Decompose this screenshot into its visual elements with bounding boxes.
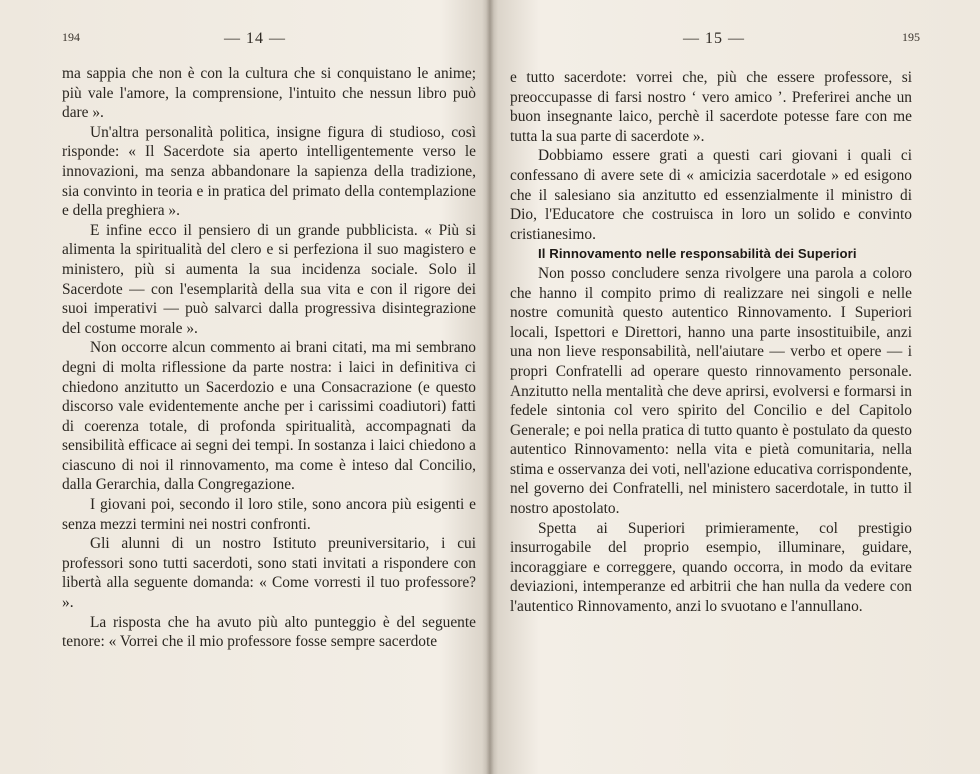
page-number-left: 194 bbox=[62, 30, 80, 44]
paragraph: I giovani poi, secondo il loro stile, sono ancora più esigenti e senza mezzi termini nei nostri confronti. bbox=[62, 496, 476, 533]
paragraph: ma sappia che non è con la cultura che si conquistano le anime; più vale l'amore, la comprensione, l'intuito che nessun libro può dare ». bbox=[62, 65, 476, 122]
paragraph: Non occorre alcun commento ai brani citati, ma mi sembrano degni di molta riflessione da parte nostra: i laici in definitiva ci chiedono anzitutto un Sacerdozio e una Consacrazione (e questo discorso vale evidentemente anche per i carissimi coadiutori) fatti di coerenza totale, di profonda spiritualità, accompagnati da sensibilità efficace ai segni dei tempi. In sostanza i laici chiedono a ciascuno di noi il rinnovamento, ma come è inteso dal Concilio, dalla Gerarchia, dalla Congregazione. bbox=[62, 339, 476, 494]
paragraph: La risposta che ha avuto più alto punteggio è del seguente tenore: « Vorrei che il mio professore fosse sempre sacerdote bbox=[62, 613, 476, 651]
paragraph: Un'altra personalità politica, insigne figura di studioso, così risponde: « Il Sacerdote sia aperto intelligentemente verso le innovazioni, ma senza abbandonare la sapienza della tradizione, sia convinto in teoria e in pratica del primato della contemplazione e della preghiera ». bbox=[62, 123, 476, 220]
paragraph: e tutto sacerdote: vorrei che, più che essere professore, si preoccupasse di farsi nostro ‘ vero amico ’. Preferirei anche un buon insegnante laico, perchè il sacerdote potesse fare con me tutta la sua parte di sacerdote ». bbox=[510, 69, 912, 145]
running-head-left: — 14 — bbox=[224, 30, 286, 47]
section-heading: Il Rinnovamento nelle responsabilità dei Superiori bbox=[538, 246, 857, 262]
paragraph: Gli alunni di un nostro Istituto preuniversitario, i cui professori sono tutti sacerdoti, sono stati invitati a rispondere con libertà alla seguente domanda: « Come vorresti il tuo professore? ». bbox=[62, 535, 476, 612]
paragraph: E infine ecco il pensiero di un grande pubblicista. « Più si alimenta la spiritualità del clero e si perfeziona il suo magistero e ministero, più si aumenta la sua incidenza sociale. Solo il Sacerdote — con l'esemplarità della sua vita e con il rigore dei suoi imperativi — può salvarci dalla progressiva disintegrazione del costume morale ». bbox=[62, 221, 476, 337]
right-text-block bbox=[510, 68, 912, 617]
paragraph: Spetta ai Superiori primieramente, col prestigio insurrogabile del proprio esempio, illuminare, guidare, incoraggiare e correggere, quando occorra, in modo da evitare deviazioni, intemperanze ed arbitrii che han nulla da vedere con l'autentico Rinnovamento, anzi lo svuotano e l'annullano. bbox=[510, 519, 912, 616]
page-number-right: 195 bbox=[902, 30, 920, 44]
right-page bbox=[490, 0, 980, 774]
running-head-right: — 15 — bbox=[683, 30, 745, 47]
paragraph: Non posso concludere senza rivolgere una parola a coloro che hanno il compito primo di realizzare nei singoli e nelle nostre comunità questo autentico Rinnovamento. I Superiori locali, Ispettori e Direttori, hanno una parte insostituibile, anzi una non lieve responsabilità, nell'aiutare — verbo et opere — i propri Confratelli ad operare questo rinnovamento personale. Anzitutto nella mentalità che deve aprirsi, evolversi e formarsi in fedele sintonia col vero spirito del Concilio e del Capitolo Generale; e poi nella pratica di tutto quanto è postulato da questo autentico Rinnovamento: nella vita e pietà comunitaria, nella stima e osservanza dei voti, nell'azione educativa corrispondente, nel governo dei Confratelli, nel ministero sacerdotale, in tutto il nostro apostolato. bbox=[510, 264, 912, 518]
paragraph: Dobbiamo essere grati a questi cari giovani i quali ci confessano di avere sete di « amicizia sacerdotale » ed esigono che il salesiano sia anzitutto ed essenzialmente il ministro di Dio, l'Educatore che costruisca in loro un solido e convinto cristianesimo. bbox=[510, 147, 912, 243]
left-text-block bbox=[62, 64, 476, 652]
